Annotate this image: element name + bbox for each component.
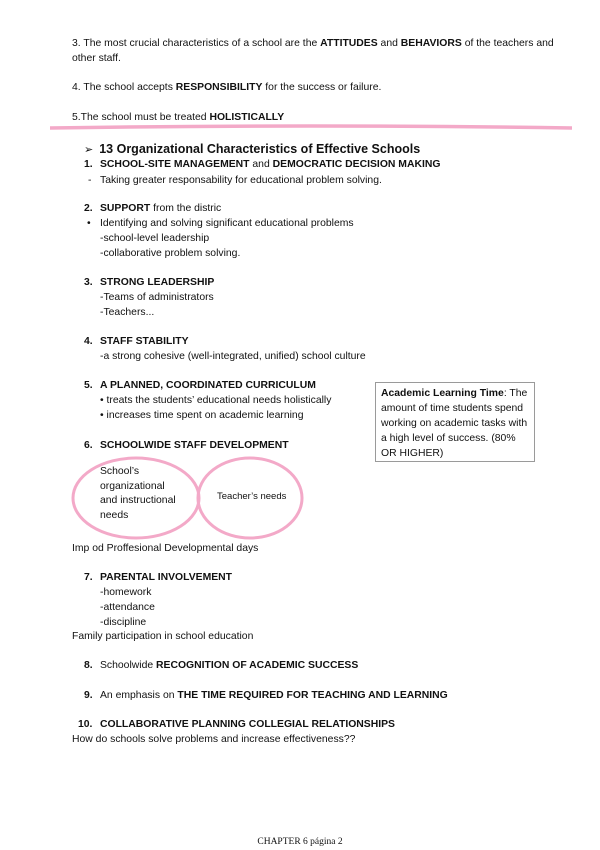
item-5-number: 5. bbox=[84, 380, 93, 391]
item-1-detail: Taking greater responsability for educational problem solving. bbox=[100, 175, 382, 186]
item-4-number: 4. bbox=[84, 336, 93, 347]
item-8-number: 8. bbox=[84, 660, 93, 671]
item-7-sub-2: -attendance bbox=[100, 602, 155, 613]
item-10-title: COLLABORATIVE PLANNING COLLEGIAL RELATIONSHIPS bbox=[100, 719, 395, 730]
item-1-number: 1. bbox=[84, 159, 93, 170]
item-2-number: 2. bbox=[84, 203, 93, 214]
item-2-bullet: Identifying and solving significant educational problems bbox=[100, 218, 354, 229]
page-footer: CHAPTER 6 página 2 bbox=[257, 837, 343, 847]
intro-item-3: 3. The most crucial characteristics of a school are the ATTITUDES and BEHAVIORS of the teachers and bbox=[72, 38, 554, 49]
item-5-bullet-1: • treats the students’ educational needs holistically bbox=[100, 395, 332, 406]
intro-item-3-line2: other staff. bbox=[72, 53, 121, 64]
venn-left-label: School’s organizational and instructional needs bbox=[100, 466, 176, 521]
pink-divider-line bbox=[50, 124, 572, 130]
item-3-number: 3. bbox=[84, 277, 93, 288]
item-2-title: SUPPORT from the distric bbox=[100, 203, 222, 214]
item-7-title: PARENTAL INVOLVEMENT bbox=[100, 572, 233, 583]
imp-note: Imp od Proffesional Developmental days bbox=[72, 543, 259, 554]
item-2-sub-1: -school-level leadership bbox=[100, 233, 210, 244]
note-text: : The amount of time students spend working on academic tasks with a high level of success. (80% OR HIGHER) bbox=[381, 388, 528, 460]
academic-learning-time-note bbox=[375, 382, 535, 462]
item-7-sub-3: -discipline bbox=[100, 617, 147, 628]
item-3-sub-1: -Teams of administrators bbox=[100, 292, 214, 303]
family-note: Family participation in school education bbox=[72, 631, 254, 642]
item-3-title: STRONG LEADERSHIP bbox=[100, 277, 215, 288]
item-7-number: 7. bbox=[84, 572, 93, 583]
item-3-sub-2: -Teachers... bbox=[100, 307, 155, 318]
item-5-bullet-2: • increases time spent on academic learning bbox=[100, 410, 304, 421]
item-4-sub-1: -a strong cohesive (well-integrated, unified) school culture bbox=[100, 351, 366, 362]
item-1-title: SCHOOL-SITE MANAGEMENT and DEMOCRATIC DECISION MAKING bbox=[100, 159, 441, 170]
bullet-icon: • bbox=[87, 218, 91, 229]
intro-item-4: 4. The school accepts RESPONSIBILITY for the success or failure. bbox=[72, 82, 382, 93]
item-5-title: A PLANNED, COORDINATED CURRICULUM bbox=[100, 380, 316, 391]
item-8-title: Schoolwide RECOGNITION OF ACADEMIC SUCCESS bbox=[100, 660, 359, 671]
dash-marker: - bbox=[88, 175, 92, 186]
note-title: Academic Learning Time bbox=[381, 388, 504, 399]
page-title: 13 Organizational Characteristics of Effective Schools bbox=[99, 142, 421, 156]
item-10-number: 10. bbox=[78, 719, 93, 730]
arrow-bullet-icon: ➢ bbox=[84, 144, 94, 156]
item-7-sub-1: -homework bbox=[100, 587, 152, 598]
item-9-title: An emphasis on THE TIME REQUIRED FOR TEACHING AND LEARNING bbox=[100, 690, 448, 701]
item-6-number: 6. bbox=[84, 440, 93, 451]
venn-right-label: Teacher’s needs bbox=[217, 491, 287, 502]
item-4-title: STAFF STABILITY bbox=[100, 336, 189, 347]
closing-question: How do schools solve problems and increase effectiveness?? bbox=[72, 734, 356, 745]
item-2-sub-2: -collaborative problem solving. bbox=[100, 248, 241, 259]
item-6-title: SCHOOLWIDE STAFF DEVELOPMENT bbox=[100, 440, 289, 451]
intro-item-5: 5.The school must be treated HOLISTICALLY bbox=[72, 112, 285, 123]
item-9-number: 9. bbox=[84, 690, 93, 701]
